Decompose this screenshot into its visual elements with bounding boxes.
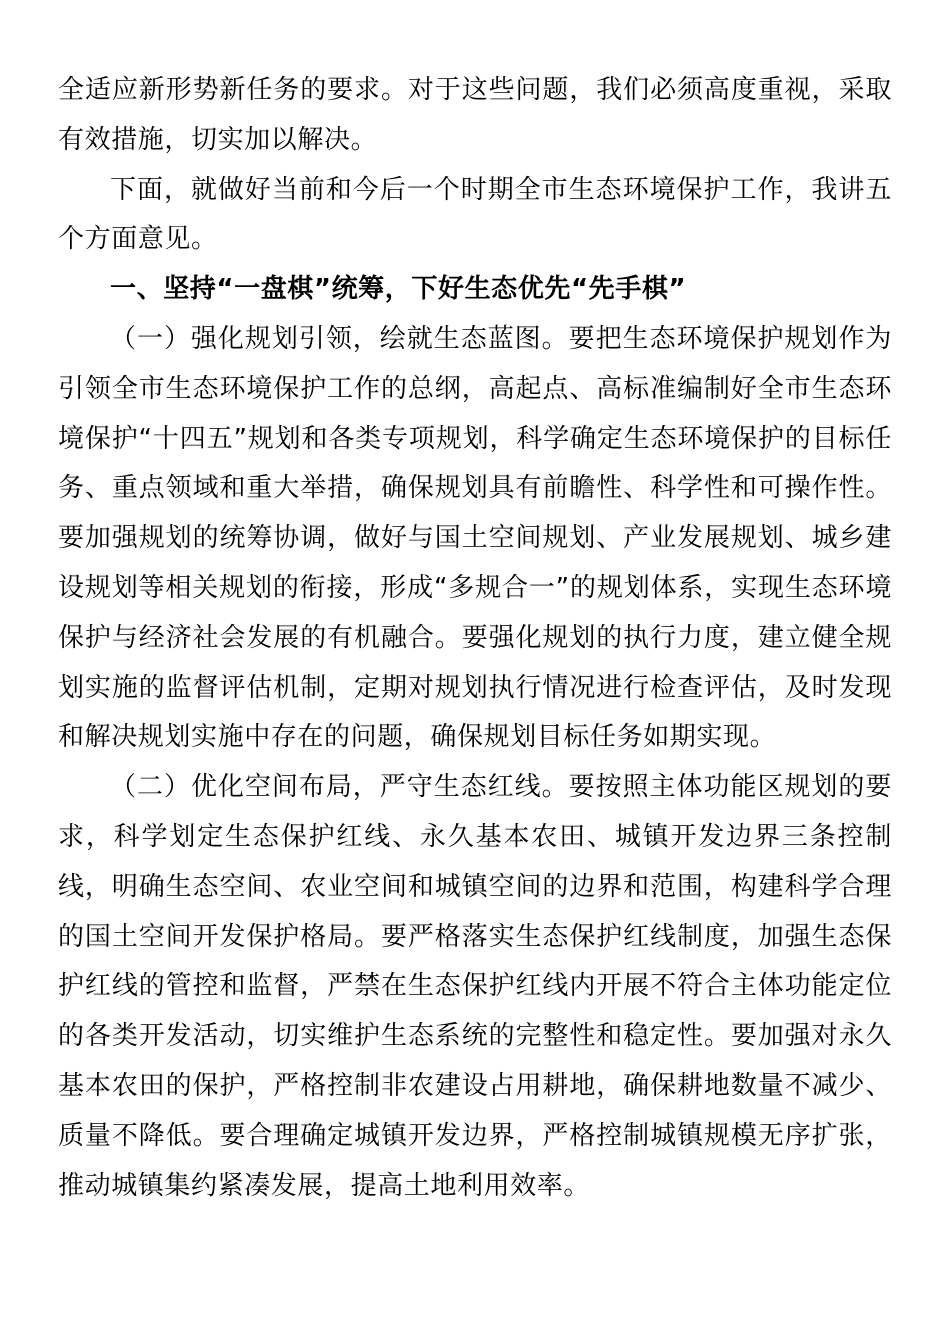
section-heading-1: 一、坚持“一盘棋”统筹，下好生态优先“先手棋” (110, 274, 687, 305)
paragraph-intro: 下面，就做好当前和今后一个时期全市生态环境保护工作，我讲五个方面意见。 (58, 174, 892, 255)
paragraph-planning-guidance: （一）强化规划引领，绘就生态蓝图。要把生态环境保护规划作为引领全市生态环境保护工作的总纲，高起点、高标准编制好全市生态环境保护“十四五”规划和各类专项规划，科学确定生态环境保护的目标任务、重点领域和重大举措，确保规划具有前瞻性、科学性和可操作性。要加强规划的统筹协调，做好与国土空间规划、产业发展规划、城乡建设规划等相关规划的衔接，形成“多规合一”的规划体系，实现生态环境保护与经济社会发展的有机融合。要强化规划的执行力度，建立健全规划实施的监督评估机制，定期对规划执行情况进行检查评估，及时发现和解决规划实施中存在的问题，确保规划目标任务如期实现。 (58, 323, 892, 753)
document-body (58, 66, 892, 1211)
paragraph-continuation: 全适应新形势新任务的要求。对于这些问题，我们必须高度重视，采取有效措施，切实加以解决。 (58, 75, 892, 155)
paragraph-spatial-layout: （二）优化空间布局，严守生态红线。要按照主体功能区规划的要求，科学划定生态保护红线、永久基本农田、城镇开发边界三条控制线，明确生态空间、农业空间和城镇空间的边界和范围，构建科学合理的国土空间开发保护格局。要严格落实生态保护红线制度，加强生态保护红线的管控和监督，严禁在生态保护红线内开展不符合主体功能定位的各类开发活动，切实维护生态系统的完整性和稳定性。要加强对永久基本农田的保护，严格控制非农建设占用耕地，确保耕地数量不减少、质量不降低。要合理确定城镇开发边界，严格控制城镇规模无序扩张，推动城镇集约紧凑发展，提高土地利用效率。 (58, 772, 892, 1201)
